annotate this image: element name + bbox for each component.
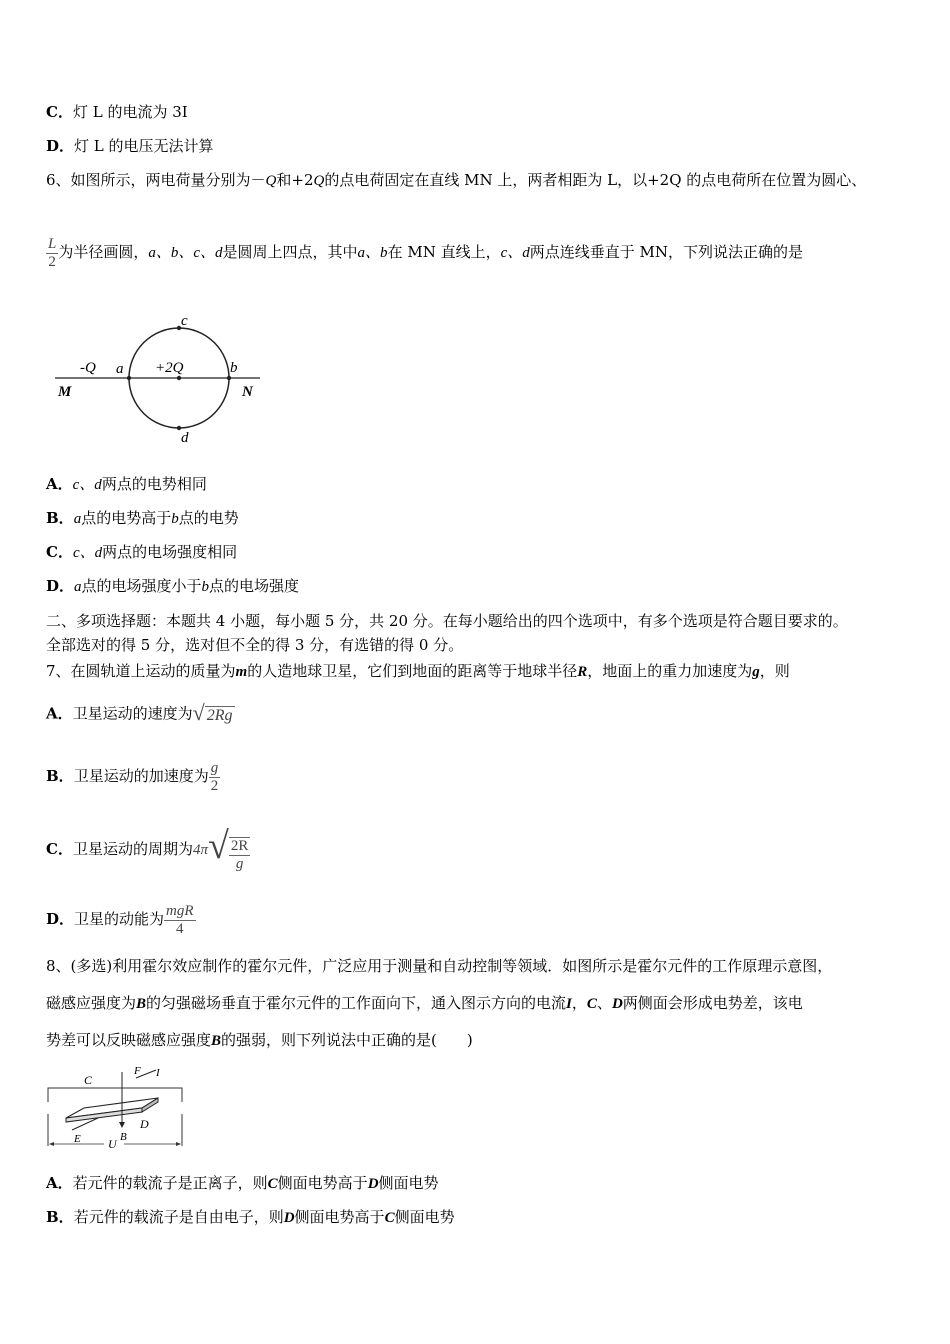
- var: D: [283, 1210, 295, 1226]
- option-letter: C．: [46, 543, 73, 561]
- denominator: 4: [176, 920, 184, 937]
- label-neg-q: -Q: [80, 360, 96, 376]
- q8-stem-line3: [46, 1030, 473, 1051]
- label-d: D: [140, 1117, 149, 1131]
- sqrt-expression: [208, 820, 250, 880]
- text: 、: [596, 994, 612, 1012]
- var: Q: [265, 173, 277, 189]
- label-n: N: [242, 384, 253, 400]
- numerator: 2R: [230, 837, 249, 854]
- q7-option-d: [46, 898, 196, 940]
- var: Q: [313, 173, 325, 189]
- label-b: b: [230, 360, 238, 376]
- text: 7、在圆轨道上运动的质量为: [46, 662, 236, 680]
- option-text: 侧面电势: [394, 1208, 455, 1226]
- var: a、b、c、d: [148, 245, 223, 261]
- q6-option-c: [46, 542, 237, 563]
- q5-option-d: [46, 136, 214, 156]
- option-text: 若元件的载流子是自由电子，则: [73, 1208, 284, 1226]
- sqrt-expression: [193, 696, 235, 733]
- var: b: [201, 579, 210, 595]
- denominator: 2: [210, 777, 219, 794]
- text: ，则: [759, 662, 790, 680]
- option-text: 卫星的动能为: [74, 910, 165, 928]
- option-letter: D．: [46, 577, 75, 595]
- label-i: I: [156, 1067, 160, 1079]
- var: B: [136, 996, 147, 1012]
- label-m: M: [58, 384, 72, 400]
- text: 的匀强磁场垂直于霍尔元件的工作面向下，通入图示方向的电流: [146, 994, 567, 1012]
- text: ，地面上的重力加速度为: [587, 662, 753, 680]
- numerator: L: [48, 235, 57, 252]
- text: 势差可以反映磁感应强度: [46, 1031, 212, 1049]
- q6-stem-line1: [46, 170, 866, 191]
- q8-hall-element-figure: [44, 1062, 189, 1154]
- denominator: 2: [48, 253, 56, 270]
- var: c、d: [72, 477, 102, 493]
- option-text: 两点的电场强度相同: [102, 543, 238, 561]
- q5-option-c: [46, 102, 188, 122]
- option-text: 卫星运动的周期为: [72, 840, 193, 858]
- option-text: 点的电势高于: [81, 509, 172, 527]
- label-c: C: [84, 1073, 93, 1087]
- option-text: 两点的电势相同: [101, 475, 207, 493]
- var: a: [74, 579, 82, 595]
- option-letter: B．: [46, 767, 74, 785]
- var: R: [577, 664, 588, 680]
- var: c、d: [500, 245, 530, 261]
- text: 磁感应强度为: [46, 994, 137, 1012]
- radical-icon: √: [192, 700, 205, 725]
- option-letter: B．: [46, 509, 74, 527]
- var: g: [752, 664, 760, 680]
- var: D: [367, 1176, 379, 1192]
- var: c、d: [72, 545, 103, 561]
- label-pos-2q: +2Q: [155, 360, 184, 376]
- text: 是圆周上四点，其中: [222, 243, 358, 261]
- fraction: [229, 837, 251, 873]
- option-letter: D．: [46, 137, 75, 155]
- option-letter: D．: [46, 910, 75, 928]
- q6-option-a: [46, 474, 207, 495]
- section2-line2: 全部选对的得 5 分，选对但不全的得 3 分，有选错的得 0 分。: [46, 636, 464, 654]
- var: C: [384, 1210, 395, 1226]
- circuit-wire-top: [48, 1088, 182, 1102]
- option-letter: B．: [46, 1208, 74, 1226]
- point-a-dot: [127, 376, 131, 380]
- option-text: 卫星运动的速度为: [72, 704, 193, 723]
- var: C: [586, 996, 597, 1012]
- point-b-dot: [227, 376, 231, 380]
- option-text: 点的电势: [178, 509, 239, 527]
- option-letter: A．: [46, 704, 73, 723]
- text: 和+2: [276, 171, 314, 189]
- q6-option-b: [46, 508, 239, 529]
- option-text: 点的电场强度小于: [81, 577, 202, 595]
- text: 的人造地球卫星，它们到地面的距离等于地球半径: [247, 662, 578, 680]
- option-letter: A．: [46, 1174, 73, 1192]
- label-u: U: [108, 1137, 117, 1151]
- label-d: d: [181, 430, 189, 446]
- option-letter: C．: [46, 840, 73, 858]
- numerator: mgR: [166, 902, 194, 919]
- q7-stem: [46, 661, 790, 682]
- var: a: [73, 511, 82, 527]
- q8-option-b: [46, 1207, 455, 1228]
- text: 的强弱，则下列说法中正确的是( ): [221, 1031, 473, 1049]
- text: 为半径画圆，: [58, 243, 149, 261]
- label-f: F: [134, 1065, 141, 1077]
- arrow-left-icon: [49, 1142, 54, 1146]
- section2-line1: 二、多项选择题：本题共 4 小题，每小题 5 分，共 20 分。在每小题给出的四个选项中，有多个选项是符合题目要求的。: [46, 612, 848, 630]
- label-e: E: [74, 1133, 81, 1145]
- label-a: a: [116, 361, 124, 377]
- fraction-l-over-2: [46, 236, 58, 271]
- fraction: [209, 760, 221, 795]
- radicand: 2Rg: [206, 707, 233, 724]
- q7-option-b: [46, 756, 220, 796]
- var: b: [171, 511, 179, 527]
- text: 两侧面会形成电势差，该电: [622, 994, 803, 1012]
- q8-stem-line1: 8、(多选)利用霍尔效应制作的霍尔元件，广泛应用于测量和自动控制等领域．如图所示是霍尔元件的工作原理示意图，: [46, 957, 833, 975]
- fraction: [164, 903, 196, 938]
- text: 两点连线垂直于 MN，下列说法正确的是: [529, 243, 804, 261]
- var: a、b: [357, 245, 388, 261]
- q6-circle-figure: [50, 310, 270, 450]
- numerator: g: [210, 759, 219, 776]
- text: 的点电荷固定在直线 MN 上，两者相距为 L，以+2Q 的点电荷所在位置为圆心、: [324, 171, 867, 189]
- option-text: 侧面电势高于: [294, 1208, 385, 1226]
- q7-option-c: [46, 820, 250, 880]
- q6-option-d: [46, 576, 299, 597]
- var: C: [267, 1176, 278, 1192]
- radical-icon: √: [207, 825, 229, 867]
- denominator: g: [235, 855, 244, 872]
- option-text: 侧面电势高于: [277, 1174, 368, 1192]
- arrow-right-icon: [176, 1142, 181, 1146]
- var: m: [235, 664, 248, 680]
- option-text: 若元件的载流子是正离子，则: [72, 1174, 268, 1192]
- text: ，: [571, 994, 587, 1012]
- q8-stem-line2: [46, 993, 803, 1014]
- option-letter: C．: [46, 103, 73, 121]
- option-text: 灯 L 的电流为 3I: [72, 103, 188, 121]
- arrow-down-icon: [119, 1122, 125, 1128]
- var: B: [211, 1033, 222, 1049]
- text: 6、如图所示，两电荷量分别为－: [46, 171, 266, 189]
- option-text: 侧面电势: [378, 1174, 439, 1192]
- q8-option-a: [46, 1173, 439, 1194]
- text: 在 MN 直线上，: [387, 243, 501, 261]
- label-b: B: [120, 1131, 127, 1143]
- option-text: 点的电场强度: [209, 577, 300, 595]
- option-text: 灯 L 的电压无法计算: [74, 137, 214, 155]
- var: D: [611, 996, 623, 1012]
- center-dot: [177, 376, 181, 380]
- q6-stem-line2: [46, 232, 803, 273]
- coefficient: 4π: [192, 842, 208, 858]
- q7-option-a: [46, 696, 235, 733]
- label-c: c: [181, 313, 188, 329]
- var: I: [566, 996, 572, 1012]
- option-letter: A．: [46, 475, 73, 493]
- option-text: 卫星运动的加速度为: [73, 767, 209, 785]
